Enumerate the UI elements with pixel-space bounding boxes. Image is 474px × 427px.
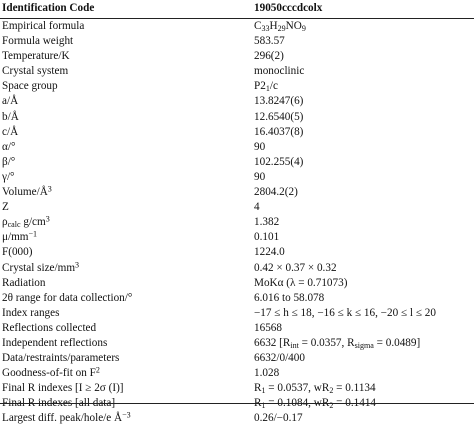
param-value: 6632 [$R_{int} = 0.0357$, $R_{sigma} = 0.0489$] xyxy=(254,336,421,350)
param-label: Space group xyxy=(2,80,58,93)
param-value: 4 xyxy=(254,201,260,214)
param-label: Reflections collected xyxy=(2,321,97,334)
table-row xyxy=(0,411,474,426)
param-value: 1.382 xyxy=(254,216,280,229)
param-label: F(000) xyxy=(2,246,33,259)
table-row xyxy=(0,230,474,245)
param-value: $R_1 = 0.1084$, $wR_2 = 0.1414$ xyxy=(254,397,377,411)
table-row xyxy=(0,19,474,34)
table-bottom-rule xyxy=(0,403,474,404)
param-label: Goodness-of-fit on $F^2$ xyxy=(2,365,100,380)
table-row xyxy=(0,245,474,260)
param-value: 0.101 xyxy=(254,231,280,244)
param-label: β/° xyxy=(2,155,16,168)
param-value: 102.255(4) xyxy=(254,155,304,168)
param-value: 296(2) xyxy=(254,50,284,63)
param-label: Independent reflections xyxy=(2,336,108,349)
param-label: b/Å xyxy=(2,110,19,123)
param-label: Final R indexes [all data] xyxy=(2,397,116,410)
param-value: 1.028 xyxy=(254,367,280,380)
table-row xyxy=(0,94,474,109)
param-label: Crystal size/$mm^3$ xyxy=(2,259,80,274)
param-label: Z xyxy=(2,201,9,214)
table-row xyxy=(0,79,474,94)
table-row xyxy=(0,336,474,351)
param-label: Radiation xyxy=(2,276,46,289)
table-row xyxy=(0,110,474,125)
table-row xyxy=(0,49,474,64)
table-row xyxy=(0,321,474,336)
table-row xyxy=(0,34,474,49)
table-row xyxy=(0,366,474,381)
param-value: 0.26/−0.17 xyxy=(254,412,303,425)
table-row xyxy=(0,200,474,215)
param-value: $P2_1/c$ xyxy=(254,80,278,94)
param-value: $R_1 = 0.0537$, $wR_2 = 0.1134$ xyxy=(254,382,376,396)
table-row xyxy=(0,215,474,230)
header-parameter: Identification Code xyxy=(2,2,95,14)
param-value: −17 ≤ h ≤ 18, −16 ≤ k ≤ 16, −20 ≤ l ≤ 20 xyxy=(254,306,436,319)
param-value: 13.8247(6) xyxy=(254,95,304,108)
param-label: Formula weight xyxy=(2,35,74,48)
param-value: 90 xyxy=(254,140,266,153)
param-value: 16568 xyxy=(254,321,282,334)
param-label: a/Å xyxy=(2,95,19,108)
param-value: $C_{33}H_{29}NO_9$ xyxy=(254,20,306,34)
param-label: Temperature/K xyxy=(2,50,70,63)
param-value: 16.4037(8) xyxy=(254,125,304,138)
param-value: 90 xyxy=(254,170,266,183)
header-identification-code: 19050cccdcolx xyxy=(254,2,323,14)
table-row xyxy=(0,155,474,170)
table-row xyxy=(0,125,474,140)
param-label: Crystal system xyxy=(2,65,69,78)
param-label: $\rho_{calc}$ $g/cm^3$ xyxy=(2,214,50,230)
table-row xyxy=(0,276,474,291)
param-value: MoKα (λ = 0.71073) xyxy=(254,276,348,289)
param-value: 1224.0 xyxy=(254,246,285,259)
table-row xyxy=(0,381,474,396)
param-label: Index ranges xyxy=(2,306,60,319)
table-row xyxy=(0,351,474,366)
param-label: $\mu/mm^{-1}$ xyxy=(2,229,38,244)
table-row xyxy=(0,261,474,276)
param-label: Data/restraints/parameters xyxy=(2,352,120,365)
table-row xyxy=(0,185,474,200)
table-row xyxy=(0,170,474,185)
table-header xyxy=(0,0,474,19)
param-label: Volume/$Å^3$ xyxy=(2,184,52,199)
table-row xyxy=(0,140,474,155)
param-value: 12.6540(5) xyxy=(254,110,304,123)
param-value: 2804.2(2) xyxy=(254,186,298,199)
param-value: 0.42 × 0.37 × 0.32 xyxy=(254,261,337,274)
table-row xyxy=(0,64,474,79)
param-label: c/Å xyxy=(2,125,19,138)
param-label: α/° xyxy=(2,140,16,153)
param-value: 583.57 xyxy=(254,35,285,48)
param-label: γ/° xyxy=(2,170,15,183)
param-label: 2θ range for data collection/° xyxy=(2,291,133,304)
param-label: Empirical formula xyxy=(2,20,85,32)
table-row xyxy=(0,291,474,306)
param-label: Final R indexes [I ≥ 2σ (I)] xyxy=(2,382,124,395)
table-row xyxy=(0,306,474,321)
table-body xyxy=(0,19,474,427)
param-label: Largest diff. peak/hole/e $Å^{-3}$ xyxy=(2,410,131,425)
param-value: 6632/0/400 xyxy=(254,352,305,365)
param-value: 6.016 to 58.078 xyxy=(254,291,325,304)
param-value: monoclinic xyxy=(254,65,305,78)
